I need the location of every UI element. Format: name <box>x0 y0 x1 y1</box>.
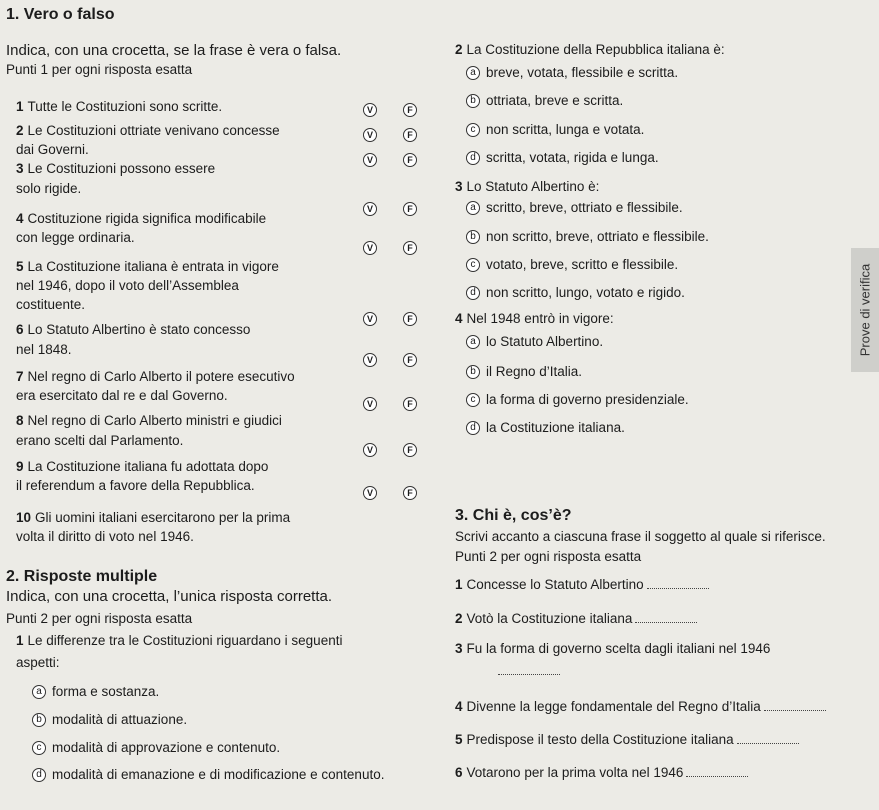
option-a[interactable] <box>466 200 683 215</box>
item-text: Fu la forma di governo scelta dagli italiani nel 1946 <box>466 641 771 656</box>
statement-text: Tutte le Costituzioni sono scritte. <box>27 99 223 114</box>
item-text: Concesse lo Statuto Albertino <box>466 577 644 592</box>
statement-text: Gli uomini italiani esercitarono per la prima <box>35 510 291 525</box>
tf-choices-8 <box>363 397 417 411</box>
false-checkbox[interactable]: F <box>403 103 417 117</box>
option-radio[interactable]: b <box>466 365 480 379</box>
false-checkbox[interactable]: F <box>403 443 417 457</box>
option-d[interactable] <box>466 420 625 435</box>
option-text: modalità di approvazione e contenuto. <box>52 740 281 755</box>
option-a[interactable] <box>466 334 603 349</box>
statement-number: 1 <box>16 99 24 114</box>
statement-number: 10 <box>16 510 32 525</box>
false-checkbox[interactable]: F <box>403 153 417 167</box>
item-number: 1 <box>455 577 463 592</box>
side-tab-label: Prove di verifica <box>857 263 873 357</box>
statement-number: 4 <box>16 211 24 226</box>
section-3-intro: Scrivi accanto a ciascuna frase il soggetto al quale si riferisce. <box>455 529 826 544</box>
item-text: Votò la Costituzione italiana <box>466 611 633 626</box>
statement-text: La Costituzione italiana è entrata in vigore <box>27 259 279 274</box>
answer-blank[interactable] <box>764 710 826 711</box>
tf-statement-5 <box>16 258 279 275</box>
option-radio[interactable]: a <box>466 335 480 349</box>
item-number: 4 <box>455 699 463 714</box>
statement-number: 2 <box>16 123 24 138</box>
tf-choices-6 <box>363 312 417 326</box>
true-checkbox[interactable]: V <box>363 353 377 367</box>
tf-choices-4 <box>363 202 417 216</box>
tf-statement-9-line-2: il referendum a favore della Repubblica. <box>16 478 255 493</box>
statement-text: Nel regno di Carlo Alberto il potere esecutivo <box>27 369 295 384</box>
option-d[interactable] <box>466 150 659 165</box>
option-radio[interactable]: d <box>466 286 480 300</box>
tf-statement-10 <box>16 509 290 526</box>
tf-statement-4-line-2: con legge ordinaria. <box>16 230 135 245</box>
mc-question-1-line-2: aspetti: <box>16 655 60 670</box>
tf-choices-9 <box>363 443 417 457</box>
option-b[interactable] <box>466 229 709 244</box>
side-tab <box>851 248 879 372</box>
section-2-intro: Indica, con una crocetta, l’unica risposta corretta. <box>6 588 333 605</box>
false-checkbox[interactable]: F <box>403 241 417 255</box>
statement-number: 9 <box>16 459 24 474</box>
tf-choices-5 <box>363 241 417 255</box>
option-text: scritto, breve, ottriato e flessibile. <box>486 200 683 215</box>
tf-choices-1 <box>363 103 417 117</box>
option-radio[interactable]: d <box>466 151 480 165</box>
mc-question-1: 1 Le differenze tra le Costituzioni riguardano i seguenti <box>16 633 343 648</box>
tf-statement-8-line-2: erano scelti dal Parlamento. <box>16 433 184 448</box>
answer-blank[interactable] <box>647 588 709 589</box>
fill-item-3 <box>455 640 770 657</box>
statement-number: 5 <box>16 259 24 274</box>
item-number: 5 <box>455 732 463 747</box>
option-c[interactable] <box>466 392 689 407</box>
tf-choices-3 <box>363 153 417 167</box>
section-2-points: Punti 2 per ogni risposta esatta <box>6 611 193 626</box>
true-checkbox[interactable]: V <box>363 202 377 216</box>
tf-statement-9 <box>16 458 268 475</box>
option-text: breve, votata, flessibile e scritta. <box>486 65 679 80</box>
option-radio[interactable]: c <box>466 123 480 137</box>
item-number: 6 <box>455 765 463 780</box>
false-checkbox[interactable]: F <box>403 202 417 216</box>
true-checkbox[interactable]: V <box>363 241 377 255</box>
statement-text: Costituzione rigida significa modificabile <box>27 211 267 226</box>
answer-blank[interactable] <box>498 673 560 675</box>
tf-statement-1 <box>16 98 222 115</box>
option-b[interactable] <box>466 364 582 379</box>
option-text: lo Statuto Albertino. <box>486 334 604 349</box>
option-b[interactable] <box>466 93 623 108</box>
item-text: Divenne la legge fondamentale del Regno d’Italia <box>466 699 761 714</box>
section-2-title: 2. Risposte multiple <box>6 568 158 585</box>
statement-text: Nel regno di Carlo Alberto ministri e giudici <box>27 413 282 428</box>
tf-statement-2-line-2: dai Governi. <box>16 142 89 157</box>
option-radio[interactable]: a <box>466 201 480 215</box>
item-number: 3 <box>455 641 463 656</box>
option-a[interactable] <box>466 65 678 80</box>
option-text: scritta, votata, rigida e lunga. <box>486 150 659 165</box>
true-checkbox[interactable]: V <box>363 486 377 500</box>
option-radio[interactable]: c <box>466 258 480 272</box>
false-checkbox[interactable]: F <box>403 486 417 500</box>
option-b[interactable] <box>32 712 187 727</box>
mc-question-4: 4 Nel 1948 entrò in vigore: <box>455 311 614 326</box>
fill-item-1 <box>455 576 709 593</box>
false-checkbox[interactable]: F <box>403 128 417 142</box>
statement-text: La Costituzione italiana fu adottata dopo <box>27 459 269 474</box>
tf-statement-4 <box>16 210 266 227</box>
tf-statement-6 <box>16 321 250 338</box>
option-c[interactable] <box>466 122 644 137</box>
option-a[interactable] <box>32 684 159 699</box>
tf-statement-3 <box>16 160 215 177</box>
option-radio[interactable]: a <box>466 66 480 80</box>
answer-blank[interactable] <box>737 743 799 744</box>
option-text: non scritto, lungo, votato e rigido. <box>486 285 685 300</box>
option-text: non scritta, lunga e votata. <box>486 122 645 137</box>
false-checkbox[interactable]: F <box>403 397 417 411</box>
option-radio[interactable]: c <box>466 393 480 407</box>
answer-blank[interactable] <box>686 776 748 777</box>
statement-number: 8 <box>16 413 24 428</box>
true-checkbox[interactable]: V <box>363 153 377 167</box>
false-checkbox[interactable]: F <box>403 312 417 326</box>
tf-statement-5-line-2: nel 1946, dopo il voto dell’Assemblea <box>16 278 239 293</box>
item-text: Predispose il testo della Costituzione italiana <box>466 732 734 747</box>
true-checkbox[interactable]: V <box>363 443 377 457</box>
statement-number: 3 <box>16 161 24 176</box>
tf-statement-2 <box>16 122 280 139</box>
tf-statement-8 <box>16 412 282 429</box>
section-1-points: Punti 1 per ogni risposta esatta <box>6 62 193 77</box>
item-text: Votarono per la prima volta nel 1946 <box>466 765 684 780</box>
tf-choices-7 <box>363 353 417 367</box>
statement-text: Le Costituzioni possono essere <box>27 161 216 176</box>
tf-statement-10-line-2: volta il diritto di voto nel 1946. <box>16 529 194 544</box>
option-radio[interactable]: d <box>32 768 46 782</box>
statement-number: 7 <box>16 369 24 384</box>
item-number: 2 <box>455 611 463 626</box>
option-text: modalità di emanazione e di modificazione e contenuto. <box>52 767 385 782</box>
option-radio[interactable]: a <box>32 685 46 699</box>
mc-question-3: 3 Lo Statuto Albertino è: <box>455 179 600 194</box>
tf-statement-7 <box>16 368 295 385</box>
statement-text: Le Costituzioni ottriate venivano concesse <box>27 123 280 138</box>
option-radio[interactable]: b <box>466 94 480 108</box>
true-checkbox[interactable]: V <box>363 397 377 411</box>
option-radio[interactable]: b <box>32 713 46 727</box>
option-text: la Costituzione italiana. <box>486 420 625 435</box>
option-d[interactable] <box>466 285 685 300</box>
option-d[interactable] <box>32 767 384 782</box>
fill-item-6 <box>455 764 748 781</box>
tf-statement-5-line-3: costituente. <box>16 297 86 312</box>
section-1-title: 1. Vero o falso <box>6 6 115 23</box>
section-3-points: Punti 2 per ogni risposta esatta <box>455 549 642 564</box>
option-c[interactable] <box>466 257 678 272</box>
statement-text: Lo Statuto Albertino è stato concesso <box>27 322 251 337</box>
tf-choices-2 <box>363 128 417 142</box>
true-checkbox[interactable]: V <box>363 103 377 117</box>
tf-statement-6-line-2: nel 1848. <box>16 342 72 357</box>
fill-item-5 <box>455 731 799 748</box>
option-radio[interactable]: c <box>32 741 46 755</box>
option-text: ottriata, breve e scritta. <box>486 93 624 108</box>
answer-blank[interactable] <box>635 622 697 623</box>
option-text: forma e sostanza. <box>52 684 160 699</box>
fill-item-2 <box>455 610 697 627</box>
option-text: non scritto, breve, ottriato e flessibile. <box>486 229 709 244</box>
mc-question-2: 2 La Costituzione della Repubblica italiana è: <box>455 42 725 57</box>
option-radio[interactable]: b <box>466 230 480 244</box>
option-c[interactable] <box>32 740 280 755</box>
option-text: votato, breve, scritto e flessibile. <box>486 257 679 272</box>
tf-statement-3-line-2: solo rigide. <box>16 181 82 196</box>
true-checkbox[interactable]: V <box>363 312 377 326</box>
section-1-intro: Indica, con una crocetta, se la frase è vera o falsa. <box>6 42 342 59</box>
true-checkbox[interactable]: V <box>363 128 377 142</box>
section-3-title: 3. Chi è, cos’è? <box>455 507 572 524</box>
option-text: modalità di attuazione. <box>52 712 188 727</box>
option-text: il Regno d’Italia. <box>486 364 583 379</box>
tf-choices-10 <box>363 486 417 500</box>
statement-number: 6 <box>16 322 24 337</box>
option-radio[interactable]: d <box>466 421 480 435</box>
false-checkbox[interactable]: F <box>403 353 417 367</box>
fill-item-4 <box>455 698 826 715</box>
tf-statement-7-line-2: era esercitato dal re e dal Governo. <box>16 388 228 403</box>
option-text: la forma di governo presidenziale. <box>486 392 689 407</box>
